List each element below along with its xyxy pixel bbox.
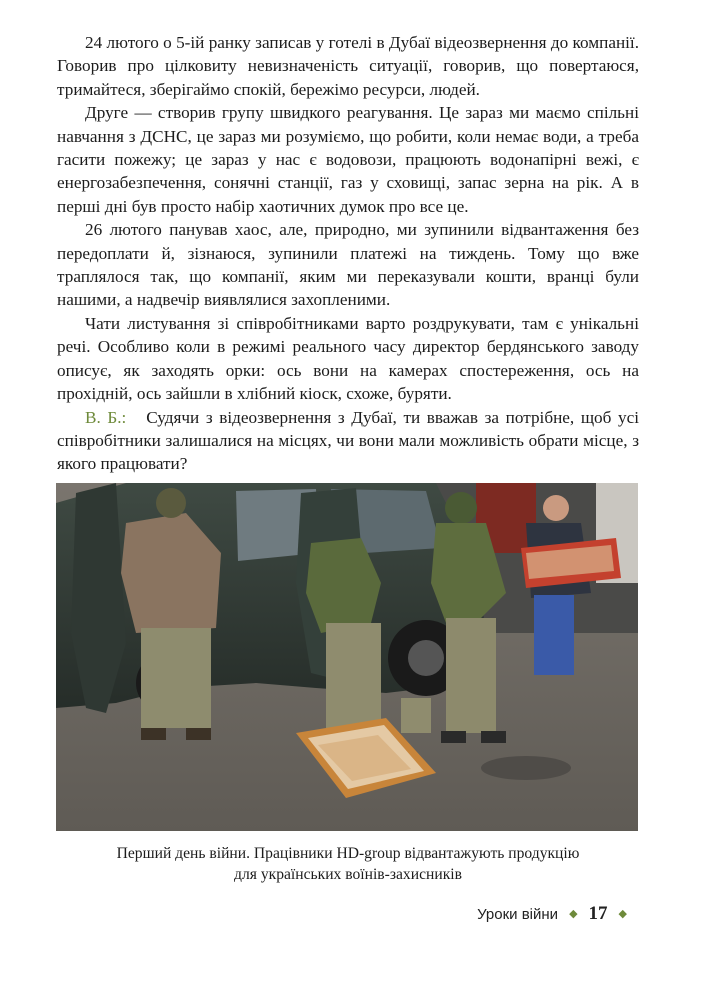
- caption-line: Перший день війни. Працівники HD-group відвантажують продукцію: [116, 845, 580, 862]
- question-text: Судячи з відеозвернення з Дубаї, ти вважав за потрібне, щоб усі співробітники залишалися на місцях, чи вони мали можливість обрати місце, з якого працювати?: [57, 407, 640, 474]
- diamond-icon: ◆: [618, 907, 627, 920]
- page-footer: [477, 903, 638, 925]
- photo: [56, 483, 638, 831]
- paragraph: Чати листування зі співробітниками варто роздрукувати, там є унікальні речі. Особливо коли в режимі реального часу директор бердянського заводу описує, як заходять орки: ось вони на камерах спостереження, ось на прохідній, ось зайшли в хлібний кіоск, схоже, буряти.: [57, 313, 639, 404]
- caption-line: для українських воїнів-захисників: [234, 866, 462, 883]
- diamond-icon: ◆: [569, 907, 578, 920]
- running-head: Уроки війни: [477, 905, 559, 923]
- page-number: 17: [588, 903, 608, 924]
- photo-caption: [57, 843, 639, 885]
- paragraph: 24 лютого о 5-ій ранку записав у готелі в Дубаї відеозвернення до компанії. Говорив про цілковиту невизначеність ситуації, говорив, що повертаюся, тримайтеся, зберігаймо спокій, бережімо ресурси, людей.: [57, 33, 639, 99]
- paragraph: 26 лютого панував хаос, але, природно, ми зупинили відвантаження без передоплати й, зізнаюся, зупинили платежі на тиждень. Тому що вже траплялося так, що компанії, яким ми переказували кошти, вранці були нашими, а надвечір виявлялися захопленими.: [57, 220, 639, 310]
- body-text: [57, 31, 639, 476]
- paragraph: Друге — створив групу швидкого реагування. Це зараз ми маємо спільні навчання з ДСНС, це зараз ми розуміємо, що робити, коли немає води, а треба гасити пожежу; це зараз у нас є водовози, працюють водонапірні вежі, є енергозабезпечення, сонячні станції, газ у сховищі, запас зерна на рік. А в перші дні був просто набір хаотичних думок про все це.: [57, 103, 639, 216]
- speaker-label: В. Б.:: [85, 407, 127, 427]
- interview-question: [57, 406, 639, 476]
